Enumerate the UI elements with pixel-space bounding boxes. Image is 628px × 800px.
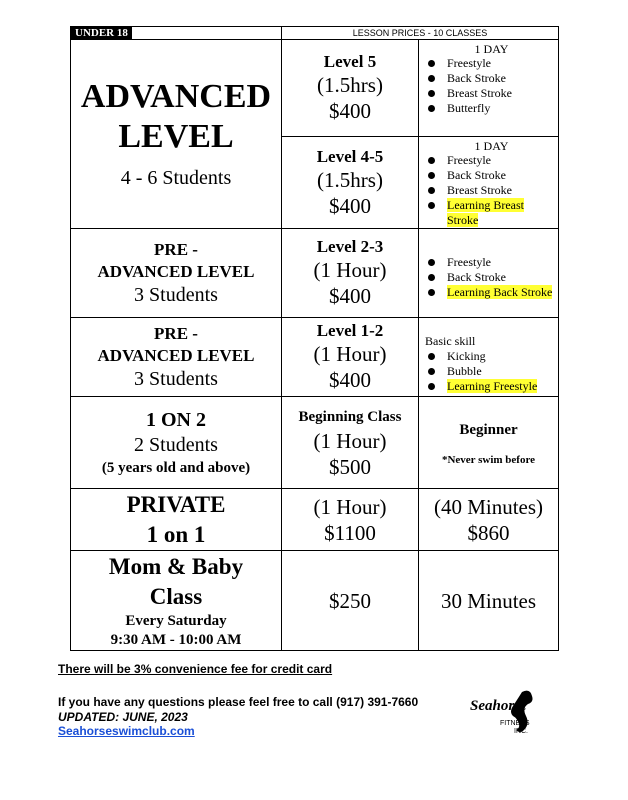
advanced-level-cell: [71, 40, 282, 229]
mom-baby-price: $250: [329, 588, 371, 613]
pre-advanced-label: ADVANCED LEVEL: [97, 262, 255, 281]
level-5-skills: [419, 40, 559, 137]
level-2-3-price: $400: [329, 284, 371, 308]
highlight-text: Learning Freestyle: [447, 379, 538, 393]
one-on-two-row: [71, 397, 559, 489]
credit-card-fee-note: There will be 3% convenience fee for credit card: [58, 662, 333, 676]
mom-baby-cell: [71, 551, 282, 651]
private-sub: 1 on 1: [146, 521, 206, 547]
one-on-two-title: 1 ON 2: [146, 408, 206, 431]
level-4-5-label: Level 4-5: [316, 146, 384, 166]
level-1-2-price: $400: [329, 368, 371, 392]
logo-name: Seahorse: [470, 698, 527, 714]
level-4-5-skills: [419, 137, 559, 229]
level-1-2-cell: [282, 318, 419, 397]
pre-advanced-cell-2: [71, 318, 282, 397]
pre-advanced-cell-1: [71, 229, 282, 318]
level-1-2-skills: [419, 318, 559, 397]
under-18-cell: [71, 27, 282, 40]
beginning-class-cell: [282, 397, 419, 489]
private-title: PRIVATE: [126, 491, 226, 517]
beginning-class-price: $500: [329, 454, 371, 479]
level-2-3-duration: (1 Hour): [313, 258, 387, 282]
mom-baby-duration: 30 Minutes: [440, 588, 537, 613]
level-5-cell: [282, 40, 419, 137]
mom-baby-duration-cell: [419, 551, 559, 651]
advanced-title-2: LEVEL: [118, 118, 234, 155]
list-item-highlight: [425, 198, 558, 228]
mom-baby-class: Class: [149, 583, 203, 609]
level-4-5-price: $400: [329, 193, 371, 218]
one-on-two-students: 2 Students: [134, 433, 218, 456]
list-item-highlight: [425, 379, 558, 394]
level-4-5-day: 1 DAY: [474, 139, 509, 153]
pre-label: PRE -: [154, 324, 198, 343]
seahorse-logo: [470, 684, 550, 744]
private-40min-cell: [419, 489, 559, 551]
beginning-class-duration: (1 Hour): [313, 428, 387, 453]
level-4-5-cell: [282, 137, 419, 229]
mom-baby-price-cell: [282, 551, 419, 651]
list-item: Breast Stroke: [425, 86, 558, 101]
updated-note: UPDATED: JUNE, 2023: [58, 710, 188, 724]
pre-label: PRE -: [154, 240, 198, 259]
level-2-3-cell: [282, 229, 419, 318]
one-on-two-age: (5 years old and above): [101, 459, 251, 476]
logo-inc: INC.: [514, 728, 528, 735]
beginner-label: Beginner: [459, 421, 518, 438]
list-item: Kicking: [425, 349, 558, 364]
list-item: Breast Stroke: [425, 183, 558, 198]
one-on-two-cell: [71, 397, 282, 489]
mom-baby-time: 9:30 AM - 10:00 AM: [110, 631, 242, 648]
private-alt-price: $860: [467, 520, 510, 545]
private-cell: [71, 489, 282, 551]
header-row: [71, 27, 559, 40]
mom-baby-row: [71, 551, 559, 651]
list-item-highlight: [425, 285, 558, 300]
private-row: [71, 489, 559, 551]
list-item: Freestyle: [425, 153, 558, 168]
advanced-row-1: [71, 40, 559, 137]
advanced-title-1: ADVANCED: [80, 78, 272, 115]
basic-skill-label: Basic skill: [425, 334, 476, 348]
pre-students: 3 Students: [134, 368, 218, 390]
pre-advanced-row-2: [71, 318, 559, 397]
mom-baby-title: Mom & Baby: [108, 553, 244, 579]
private-duration: (1 Hour): [313, 494, 387, 519]
pre-advanced-row-1: [71, 229, 559, 318]
list-item: Back Stroke: [425, 270, 558, 285]
website-link[interactable]: Seahorseswimclub.com: [58, 724, 195, 738]
mom-baby-schedule: Every Saturday: [125, 612, 227, 629]
list-item: Freestyle: [425, 56, 558, 71]
list-item: Back Stroke: [425, 168, 558, 183]
level-5-label: Level 5: [323, 52, 377, 71]
lesson-prices-title: LESSON PRICES - 10 CLASSES: [282, 27, 559, 40]
private-hour-cell: [282, 489, 419, 551]
never-swim-note: *Never swim before: [441, 453, 536, 466]
level-2-3-label: Level 2-3: [316, 237, 384, 256]
list-item: Butterfly: [425, 101, 558, 116]
advanced-students: 4 - 6 Students: [120, 167, 232, 189]
private-alt-duration: (40 Minutes): [433, 494, 544, 519]
under-18-tag: UNDER 18: [71, 27, 132, 39]
level-5-day: 1 DAY: [474, 42, 509, 56]
beginner-cell: [419, 397, 559, 489]
highlight-text: Learning Breast Stroke: [447, 198, 524, 227]
list-item: Bubble: [425, 364, 558, 379]
level-5-price: $400: [329, 99, 371, 123]
level-5-duration: (1.5hrs): [317, 73, 383, 97]
private-price: $1100: [324, 520, 376, 545]
questions-note: If you have any questions please feel free to call (917) 391-7660: [58, 695, 419, 709]
pre-advanced-label: ADVANCED LEVEL: [97, 346, 255, 365]
list-item: Freestyle: [425, 255, 558, 270]
level-1-2-label: Level 1-2: [316, 321, 384, 340]
pre-students: 3 Students: [134, 284, 218, 306]
highlight-text: Learning Back Stroke: [447, 285, 553, 299]
beginning-class-label: Beginning Class: [298, 408, 402, 425]
level-1-2-duration: (1 Hour): [313, 342, 387, 366]
level-4-5-duration: (1.5hrs): [317, 167, 383, 192]
logo-fitness: FITNESS: [500, 720, 530, 727]
price-table: [70, 26, 559, 651]
list-item: Back Stroke: [425, 71, 558, 86]
level-2-3-skills: [419, 229, 559, 318]
